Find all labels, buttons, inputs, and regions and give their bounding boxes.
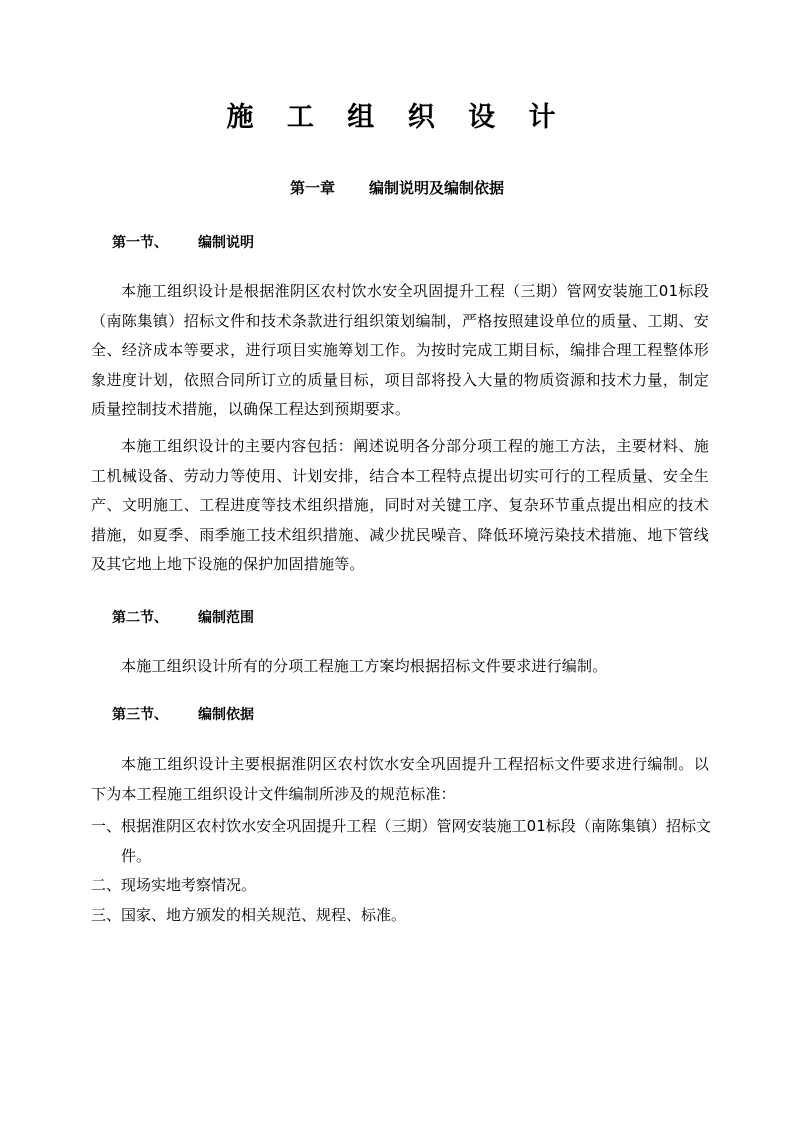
document-title: 施 工 组 织 设 计 [226,102,568,133]
section-heading-1 [112,232,254,254]
standards-list [91,812,711,930]
chapter-heading [0,176,794,200]
paragraph-2-1: 本施工组织设计所有的分项工程施工方案均根据招标文件要求进行编制。 [121,657,608,675]
paragraph-1-1: 本施工组织设计是根据淮阴区农村饮水安全巩固提升工程（三期）管网安装施工01标段（南陈集镇）招标文件和技术条款进行组织策划编制，严格按照建设单位的质量、工期、安全、经济成本等要求，进行项目实施筹划工作。为按时完成工期目标，编排合理工程整体形象进度计划，依照合同所订立的质量目标，项目部将投入大量的物质资源和技术力量，制定质量控制技术措施，以确保工程达到预期要求。 [91,282,709,418]
paragraph-3-1: 本施工组织设计主要根据淮阴区农村饮水安全巩固提升工程招标文件要求进行编制。以下为本工程施工组织设计文件编制所涉及的规范标准： [91,755,709,803]
section-number: 第二节、 [112,610,168,626]
section-heading-3 [112,704,254,726]
list-item: 二、现场实地考察情况。 [91,876,257,894]
list-item: 三、国家、地方颁发的相关规范、规程、标准。 [91,905,407,924]
section-number: 第一节、 [112,235,168,251]
list-item: 一、根据淮阴区农村饮水安全巩固提升工程（三期）管网安装施工01标段（南陈集镇）招标文件。 [91,817,711,865]
paragraph-1-2: 本施工组织设计的主要内容包括：阐述说明各分部分项工程的施工方法，主要材料、施工机械设备、劳动力等使用、计划安排，结合本工程特点提出切实可行的工程质量、安全生产、文明施工、工程进度等技术组织措施，同时对关键工序、复杂环节重点提出相应的技术措施，如夏季、雨季施工技术组织措施、减少扰民噪音、降低环境污染技术措施、地下管线及其它地上地下设施的保护加固措施等。 [91,437,709,573]
section-number: 第三节、 [112,707,168,723]
section-title: 编制依据 [198,707,254,723]
chapter-title: 编制说明及编制依据 [369,179,505,197]
section-title: 编制说明 [198,235,254,251]
section-heading-2 [112,607,254,629]
section-title: 编制范围 [198,610,254,626]
chapter-number: 第一章 [289,179,335,197]
